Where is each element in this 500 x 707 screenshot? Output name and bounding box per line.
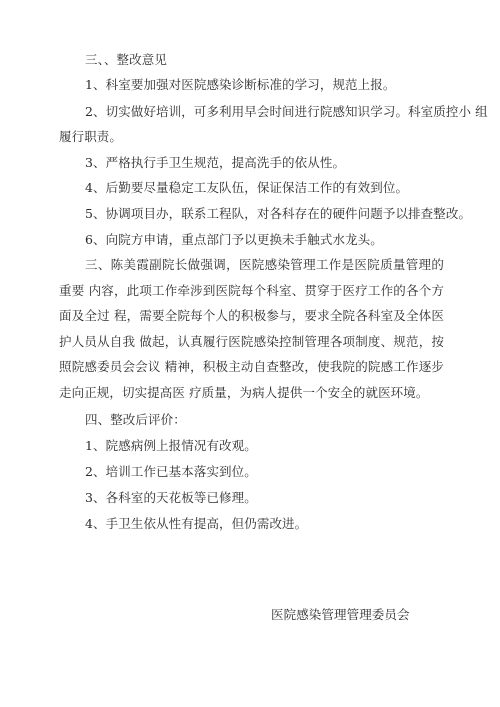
speech-paragraph: 三、陈美霞副院长做强调，医院感染管理工作是医院质量管理的重要 内容，此项工作牵涉到医院每个科室、贯穿于医疗工作的各个方面及全过 程，需要全院每个人的积极参与，要求全院各科室及全体医护人员从自我 做起，认真履行医院感染控制管理各项制度、规范，按照院感委员会会议 精神，积极主动自查整改，使我院的院感工作逐步走向正规，切实提高医 疗质量，为病人提供一个安全的就医环境。 (59, 257, 444, 400)
section3-item-6: 6、向院方申请，重点部门予以更换未手触式水龙头。 (85, 232, 383, 247)
section3-item-5: 5、协调项目办，联系工程队，对各科存在的硬件问题予以排查整改。 (85, 206, 472, 221)
section3-item-3: 3、严格执行手卫生规范，提高洗手的依从性。 (85, 155, 346, 170)
section3-item-4: 4、后勤要尽量稳定工友队伍，保证保洁工作的有效到位。 (85, 180, 409, 195)
section3-heading: 三、、整改意见 (85, 52, 167, 67)
section4-heading: 四、整改后评价： (85, 412, 186, 427)
section4-item-3: 3、各科室的天花板等已修理。 (85, 490, 257, 505)
section3-item-2: 2、切实做好培训，可多利用早会时间进行院感知识学习。科室质控小 组 (85, 104, 488, 119)
section4-item-1: 1、院感病例上报情况有改观。 (85, 438, 257, 453)
section3-item-1: 1、科室要加强对医院感染诊断标准的学习，规范上报。 (85, 77, 396, 92)
signature: 医院感染管理管理委员会 (271, 607, 410, 622)
section3-item-2-continued: 履行职责。 (59, 129, 123, 144)
section4-item-2: 2、培训工作已基本落实到位。 (85, 464, 257, 479)
section4-item-4: 4、手卫生依从性有提高，但仍需改进。 (85, 516, 308, 531)
